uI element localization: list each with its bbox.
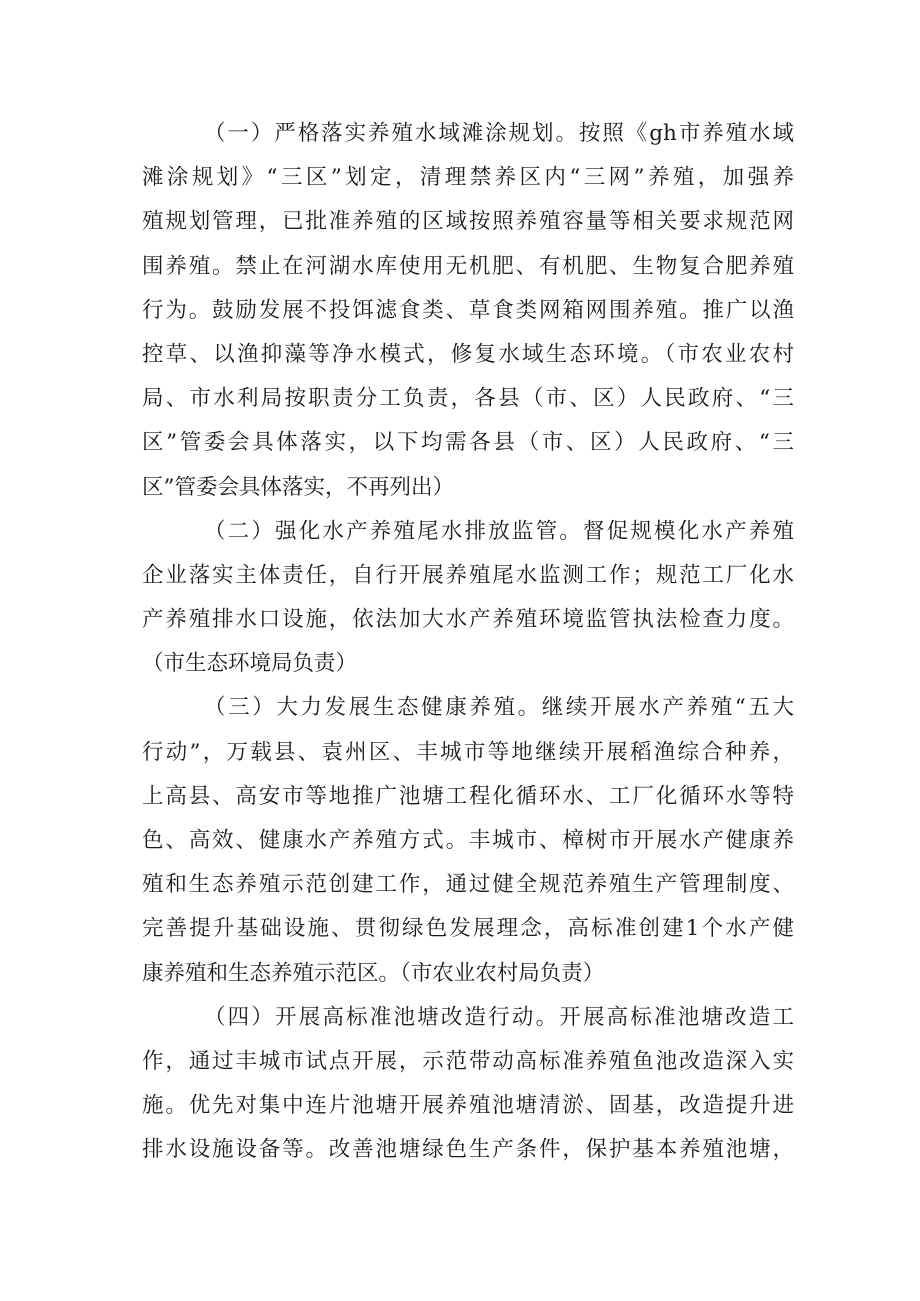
paragraph-line: 区”管委会具体落实，不再列出） [142,474,454,500]
paragraph-line: 完善提升基础设施、贯彻绿色发展理念，高标准创建1个水产健 [142,916,794,942]
document-body [142,112,794,1173]
paragraph-2 [142,510,794,687]
paragraph-line: 控草、以渔抑藻等净水模式，修复水域生态环境。（市农业农村 [142,341,794,367]
paragraph-line: 产养殖排水口设施，依法加大水产养殖环境监管执法检查力度。 [142,607,794,633]
paragraph-line: 施。优先对集中连片池塘开展养殖池塘清淤、固基，改造提升进 [142,1093,794,1119]
paragraph-1 [142,112,794,510]
paragraph-line: 作，通过丰城市试点开展，示范带动高标准养殖鱼池改造深入实 [142,1048,794,1074]
paragraph-line: 滩涂规划》“三区”划定，清理禁养区内“三网”养殖，加强养 [142,165,794,191]
paragraph-line: 殖规划管理，已批准养殖的区域按照养殖容量等相关要求规范网 [142,209,794,235]
paragraph-line: 围养殖。禁止在河湖水库使用无机肥、有机肥、生物复合肥养殖 [142,253,794,279]
paragraph-4 [142,996,794,1173]
paragraph-line: 上高县、高安市等地推广池塘工程化循环水、工厂化循环水等特 [142,783,794,809]
paragraph-line: 行动”，万载县、袁州区、丰城市等地继续开展稻渔综合种养， [142,739,794,765]
paragraph-line: （二）强化水产养殖尾水排放监管。督促规模化水产养殖 [204,518,794,544]
paragraph-line: （市生态环境局负责） [142,651,358,677]
paragraph-line: 行为。鼓励发展不投饵滤食类、草食类网箱网围养殖。推广以渔 [142,297,794,323]
paragraph-line: 色、高效、健康水产养殖方式。丰城市、樟树市开展水产健康养 [142,828,794,853]
paragraph-line: 区”管委会具体落实，以下均需各县（市、区）人民政府、“三 [142,430,794,456]
paragraph-3 [142,686,794,995]
paragraph-line: 企业落实主体责任，自行开展养殖尾水监测工作；规范工厂化水 [142,562,794,588]
paragraph-line: （三）大力发展生态健康养殖。继续开展水产养殖“五大 [204,695,794,721]
paragraph-line: 殖和生态养殖示范创建工作，通过健全规范养殖生产管理制度、 [142,872,794,898]
paragraph-line: （四）开展高标准池塘改造行动。开展高标准池塘改造工 [204,1004,794,1030]
paragraph-line: （一）严格落实养殖水域滩涂规划。按照《gh市养殖水域 [204,121,794,146]
paragraph-line: 排水设施设备等。改善池塘绿色生产条件，保护基本养殖池塘， [142,1137,794,1163]
paragraph-line: 康养殖和生态养殖示范区。（市农业农村局负责） [142,960,605,986]
paragraph-line: 局、市水利局按职责分工负责，各县（市、区）人民政府、“三 [142,386,794,412]
